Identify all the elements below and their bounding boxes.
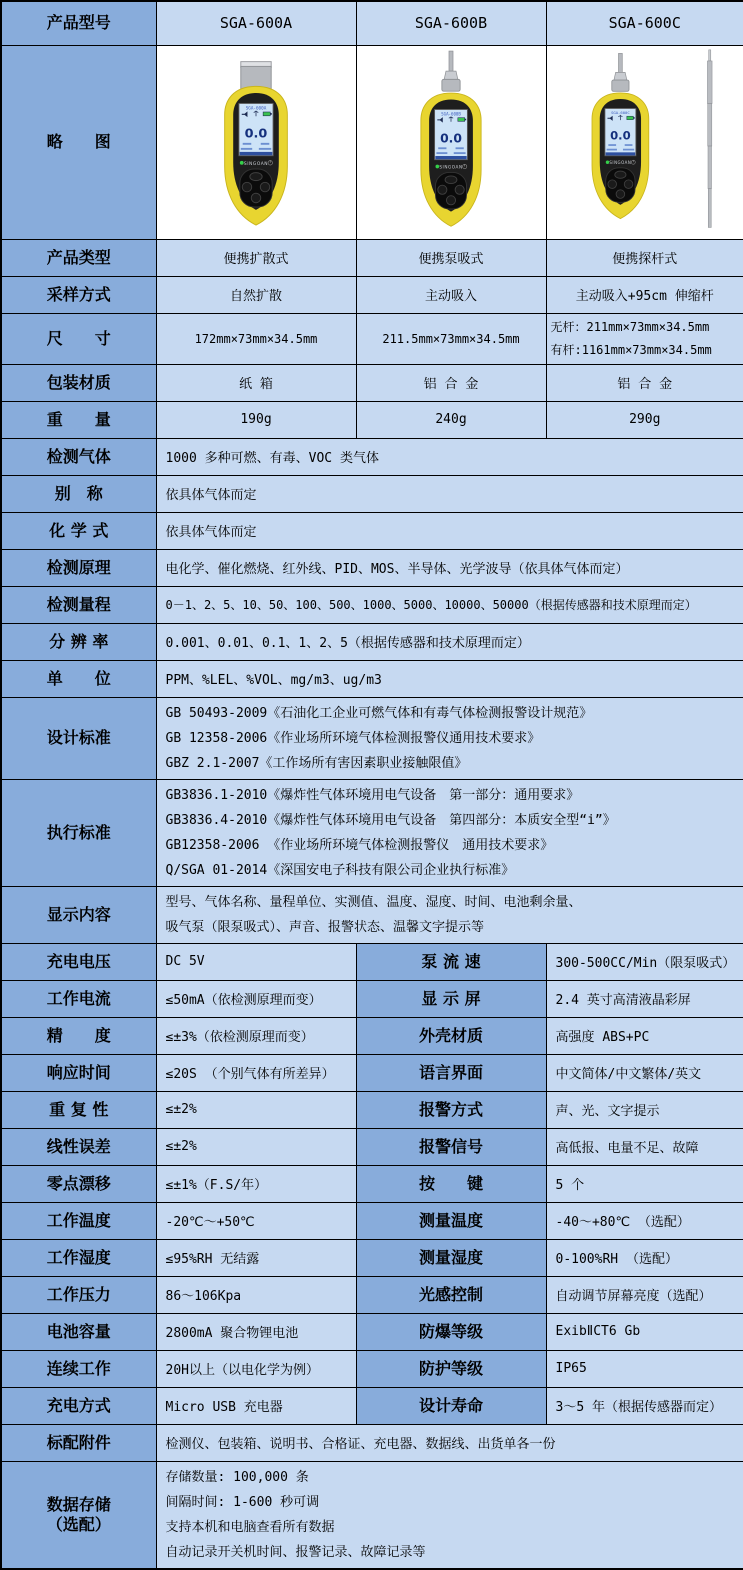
product-type-a: 便携扩散式 — [156, 239, 356, 276]
battery-icon — [627, 116, 635, 119]
alias-row — [1, 475, 743, 512]
alias-label: 别 称 — [1, 475, 156, 512]
formula-label: 化 学 式 — [1, 512, 156, 549]
spec-label-protection-grade: 防护等级 — [356, 1350, 546, 1387]
spec-value-display: 2.4 英寸高清液晶彩屏 — [546, 980, 743, 1017]
screen-model-text: SGA-600A — [245, 106, 267, 112]
design-standard-line: GB 12358-2006《作业场所环境气体检测报警仪通用技术要求》 — [165, 730, 541, 746]
design-standards-value — [156, 697, 743, 779]
spec-value-measure-humidity: 0-100%RH （选配） — [546, 1239, 743, 1276]
spec-value-working-humidity: ≤95%RH 无结露 — [156, 1239, 356, 1276]
sampling-b: 主动吸入 — [356, 276, 546, 313]
dimensions-c — [546, 313, 743, 364]
data-storage-row — [1, 1461, 743, 1569]
spec-label-explosion-proof: 防爆等级 — [356, 1313, 546, 1350]
spec-row — [1, 1054, 743, 1091]
spec-value-measure-temp: -40～+80℃ （选配） — [546, 1202, 743, 1239]
data-storage-label-line1: 数据存储 — [46, 1494, 111, 1514]
spec-value-alarm-signal: 高低报、电量不足、故障 — [546, 1128, 743, 1165]
screen-status-bar — [435, 156, 466, 159]
spec-label-buttons: 按 键 — [356, 1165, 546, 1202]
accessories-row — [1, 1424, 743, 1461]
spec-row — [1, 980, 743, 1017]
spec-label-display: 显 示 屏 — [356, 980, 546, 1017]
spec-value-pump-flow: 300-500CC/Min（限泵吸式） — [546, 943, 743, 980]
spec-value-light-control: 自动调节屏幕亮度（选配） — [546, 1276, 743, 1313]
menu-button — [250, 172, 262, 180]
design-standards-label: 设计标准 — [1, 697, 156, 779]
principle-label: 检测原理 — [1, 549, 156, 586]
exec-standard-line: Q/SGA 01-2014《深国安电子科技有限公司企业执行标准》 — [165, 862, 515, 878]
spec-value-zero-drift: ≤±1%（F.S/年） — [156, 1165, 356, 1202]
spec-label-repeatability: 重 复 性 — [1, 1091, 156, 1128]
model-name-c: SGA-600C — [546, 1, 743, 45]
data-storage-line: 支持本机和电脑查看所有数据 — [165, 1519, 335, 1535]
spec-value-working-temp: -20℃～+50℃ — [156, 1202, 356, 1239]
resolution-label: 分 辨 率 — [1, 623, 156, 660]
design-standard-line: GBZ 2.1-2007《工作场所有害因素职业接触限值》 — [165, 755, 468, 771]
spec-label-alarm-signal: 报警信号 — [356, 1128, 546, 1165]
dimensions-c-line2: 有杆:1161mm×73mm×34.5mm — [550, 342, 712, 357]
spec-value-linearity-error: ≤±2% — [156, 1128, 356, 1165]
spec-row — [1, 1017, 743, 1054]
spec-row — [1, 1313, 743, 1350]
device-image-sga-600c — [557, 48, 733, 233]
product-type-row — [1, 239, 743, 276]
dimensions-label: 尺 寸 — [1, 313, 156, 364]
model-name-b: SGA-600B — [356, 1, 546, 45]
right-button — [455, 185, 464, 194]
spec-label-language: 语言界面 — [356, 1054, 546, 1091]
header-label: 产品型号 — [1, 1, 156, 45]
spec-label-design-life: 设计寿命 — [356, 1387, 546, 1424]
spec-label-charge-voltage: 充电电压 — [1, 943, 156, 980]
left-button — [242, 182, 252, 192]
spec-label-working-humidity: 工作湿度 — [1, 1239, 156, 1276]
display-content-value — [156, 886, 743, 943]
spec-value-shell-material: 高强度 ABS+PC — [546, 1017, 743, 1054]
range-value: 0－1、2、5、10、50、100、500、1000、5000、10000、50000（根据传感器和技术原理而定） — [156, 586, 743, 623]
resolution-value: 0.001、0.01、0.1、1、2、5（根据传感器和技术原理而定） — [156, 623, 743, 660]
spec-label-continuous-work: 连续工作 — [1, 1350, 156, 1387]
telescopic-rod — [707, 49, 712, 227]
spec-value-repeatability: ≤±2% — [156, 1091, 356, 1128]
left-button — [608, 179, 617, 188]
spec-label-working-pressure: 工作压力 — [1, 1276, 156, 1313]
enter-button — [446, 195, 455, 204]
gas-row — [1, 438, 743, 475]
button-pad — [240, 169, 272, 207]
design-standard-line: GB 50493-2009《石油化工企业可燃气体和有毒气体检测报警设计规范》 — [165, 705, 593, 721]
weight-row — [1, 401, 743, 438]
sampling-label: 采样方式 — [1, 276, 156, 313]
accessories-value: 检测仪、包装箱、说明书、合格证、充电器、数据线、出货单各一份 — [156, 1424, 743, 1461]
packaging-label: 包装材质 — [1, 364, 156, 401]
weight-b: 240g — [356, 401, 546, 438]
weight-label: 重 量 — [1, 401, 156, 438]
spec-value-continuous-work: 20H以上（以电化学为例） — [156, 1350, 356, 1387]
enter-button — [251, 193, 261, 203]
product-type-b: 便携泵吸式 — [356, 239, 546, 276]
spec-label-charge-method: 充电方式 — [1, 1387, 156, 1424]
principle-row — [1, 549, 743, 586]
display-content-label: 显示内容 — [1, 886, 156, 943]
enter-button — [616, 189, 625, 198]
spec-value-charge-method: Micro USB 充电器 — [156, 1387, 356, 1424]
spec-value-working-current: ≤50mA（依检测原理而变） — [156, 980, 356, 1017]
spec-value-language: 中文简体/中文繁体/英文 — [546, 1054, 743, 1091]
button-pad — [435, 172, 466, 209]
device-image-sga-600a — [180, 50, 332, 231]
data-storage-label — [1, 1461, 156, 1569]
exec-standard-line: GB12358-2006 《作业场所环境气体检测报警仪 通用技术要求》 — [165, 837, 554, 853]
product-type-label: 产品类型 — [1, 239, 156, 276]
range-row — [1, 586, 743, 623]
spec-row — [1, 1202, 743, 1239]
screen-model-text: SGA-600C — [610, 109, 630, 115]
dimensions-a: 172mm×73mm×34.5mm — [156, 313, 356, 364]
spec-value-protection-grade: IP65 — [546, 1350, 743, 1387]
data-storage-line: 自动记录开关机时间、报警记录、故障记录等 — [165, 1544, 426, 1560]
formula-row — [1, 512, 743, 549]
display-content-line: 吸气泵（限泵吸式）、声音、报警状态、温馨文字提示等 — [165, 919, 485, 935]
device-image-sga-600b — [378, 49, 524, 232]
sampling-c: 主动吸入+95cm 伸缩杆 — [546, 276, 743, 313]
menu-button — [615, 171, 626, 178]
spec-row — [1, 943, 743, 980]
spec-label-battery: 电池容量 — [1, 1313, 156, 1350]
screen-status-bar — [605, 152, 635, 155]
screen-reading: 0.0 — [609, 127, 631, 142]
sampling-row — [1, 276, 743, 313]
spec-label-measure-temp: 测量温度 — [356, 1202, 546, 1239]
spec-label-light-control: 光感控制 — [356, 1276, 546, 1313]
design-standards-row — [1, 697, 743, 779]
dimensions-row — [1, 313, 743, 364]
weight-c: 290g — [546, 401, 743, 438]
unit-label: 单 位 — [1, 660, 156, 697]
spec-label-working-current: 工作电流 — [1, 980, 156, 1017]
spec-value-accuracy: ≤±3%（依检测原理而变） — [156, 1017, 356, 1054]
data-storage-label-line2: （选配） — [46, 1514, 111, 1534]
spec-row — [1, 1091, 743, 1128]
spec-label-measure-humidity: 测量湿度 — [356, 1239, 546, 1276]
exec-standards-label: 执行标准 — [1, 779, 156, 886]
brand-text: SINGOAN — [439, 163, 463, 169]
spec-row — [1, 1239, 743, 1276]
gas-value: 1000 多种可燃、有毒、VOC 类气体 — [156, 438, 743, 475]
screen-reading: 0.0 — [440, 130, 462, 145]
spec-label-zero-drift: 零点漂移 — [1, 1165, 156, 1202]
principle-value: 电化学、催化燃烧、红外线、PID、MOS、半导体、光学波导（依具体气体而定） — [156, 549, 743, 586]
spec-label-pump-flow: 泵 流 速 — [356, 943, 546, 980]
gas-label: 检测气体 — [1, 438, 156, 475]
exec-standards-row — [1, 779, 743, 886]
spec-label-alarm-mode: 报警方式 — [356, 1091, 546, 1128]
spec-value-explosion-proof: ExibⅡCT6 Gb — [546, 1313, 743, 1350]
right-button — [624, 179, 633, 188]
sketch-label: 略 图 — [1, 45, 156, 239]
pump-probe — [442, 51, 460, 91]
sketch-cell-b — [356, 45, 546, 239]
spec-row — [1, 1165, 743, 1202]
formula-value: 依具体气体而定 — [156, 512, 743, 549]
packaging-a: 纸 箱 — [156, 364, 356, 401]
sketch-cell-a — [156, 45, 356, 239]
data-storage-line: 间隔时间: 1-600 秒可调 — [165, 1494, 320, 1510]
resolution-row — [1, 623, 743, 660]
alias-value: 依具体气体而定 — [156, 475, 743, 512]
exec-standard-line: GB3836.1-2010《爆炸性气体环境用电气设备 第一部分：通用要求》 — [165, 787, 580, 803]
spec-row — [1, 1350, 743, 1387]
packaging-c: 铝 合 金 — [546, 364, 743, 401]
product-type-c: 便携探杆式 — [546, 239, 743, 276]
display-content-row — [1, 886, 743, 943]
device-screen — [605, 108, 636, 155]
screen-model-text: SGA-600B — [441, 110, 461, 116]
sketch-row — [1, 45, 743, 239]
spec-value-working-pressure: 86～106Kpa — [156, 1276, 356, 1313]
data-storage-line: 存储数量: 100,000 条 — [165, 1469, 309, 1485]
weight-a: 190g — [156, 401, 356, 438]
sketch-cell-c — [546, 45, 743, 239]
screen-reading: 0.0 — [244, 126, 268, 142]
pump-probe — [612, 53, 629, 91]
range-label: 检测量程 — [1, 586, 156, 623]
dimensions-b: 211.5mm×73mm×34.5mm — [356, 313, 546, 364]
spec-value-buttons: 5 个 — [546, 1165, 743, 1202]
spec-row — [1, 1387, 743, 1424]
device-screen — [435, 109, 468, 159]
model-name-a: SGA-600A — [156, 1, 356, 45]
battery-icon — [458, 117, 466, 121]
packaging-b: 铝 合 金 — [356, 364, 546, 401]
unit-row — [1, 660, 743, 697]
button-pad — [606, 167, 635, 201]
sensor-cap — [241, 61, 271, 89]
right-button — [260, 182, 270, 192]
packaging-row — [1, 364, 743, 401]
screen-status-bar — [240, 151, 273, 154]
spec-label-shell-material: 外壳材质 — [356, 1017, 546, 1054]
dimensions-c-line1: 无杆：211mm×73mm×34.5mm — [550, 319, 710, 334]
spec-value-battery: 2800mA 聚合物锂电池 — [156, 1313, 356, 1350]
spec-value-charge-voltage: DC 5V — [156, 943, 356, 980]
spec-row — [1, 1276, 743, 1313]
accessories-label: 标配附件 — [1, 1424, 156, 1461]
spec-value-design-life: 3～5 年（根据传感器而定） — [546, 1387, 743, 1424]
data-storage-value — [156, 1461, 743, 1569]
spec-label-response-time: 响应时间 — [1, 1054, 156, 1091]
spec-label-linearity-error: 线性误差 — [1, 1128, 156, 1165]
spec-row — [1, 1128, 743, 1165]
brand-text: SINGOAN — [609, 159, 632, 165]
spec-label-accuracy: 精 度 — [1, 1017, 156, 1054]
brand-text: SINGOAN — [243, 161, 269, 167]
device-screen — [239, 103, 273, 155]
sampling-a: 自然扩散 — [156, 276, 356, 313]
left-button — [438, 185, 447, 194]
spec-label-working-temp: 工作温度 — [1, 1202, 156, 1239]
header-row — [1, 1, 743, 45]
spec-value-response-time: ≤20S （个别气体有所差异） — [156, 1054, 356, 1091]
display-content-line: 型号、气体名称、量程单位、实测值、温度、湿度、时间、电池剩余量、 — [165, 894, 582, 910]
exec-standard-line: GB3836.4-2010《爆炸性气体环境用电气设备 第四部分：本质安全型“i”》 — [165, 812, 616, 828]
menu-button — [445, 175, 457, 183]
battery-icon — [263, 112, 272, 116]
spec-value-alarm-mode: 声、光、文字提示 — [546, 1091, 743, 1128]
unit-value: PPM、%LEL、%VOL、mg/m3、ug/m3 — [156, 660, 743, 697]
exec-standards-value — [156, 779, 743, 886]
